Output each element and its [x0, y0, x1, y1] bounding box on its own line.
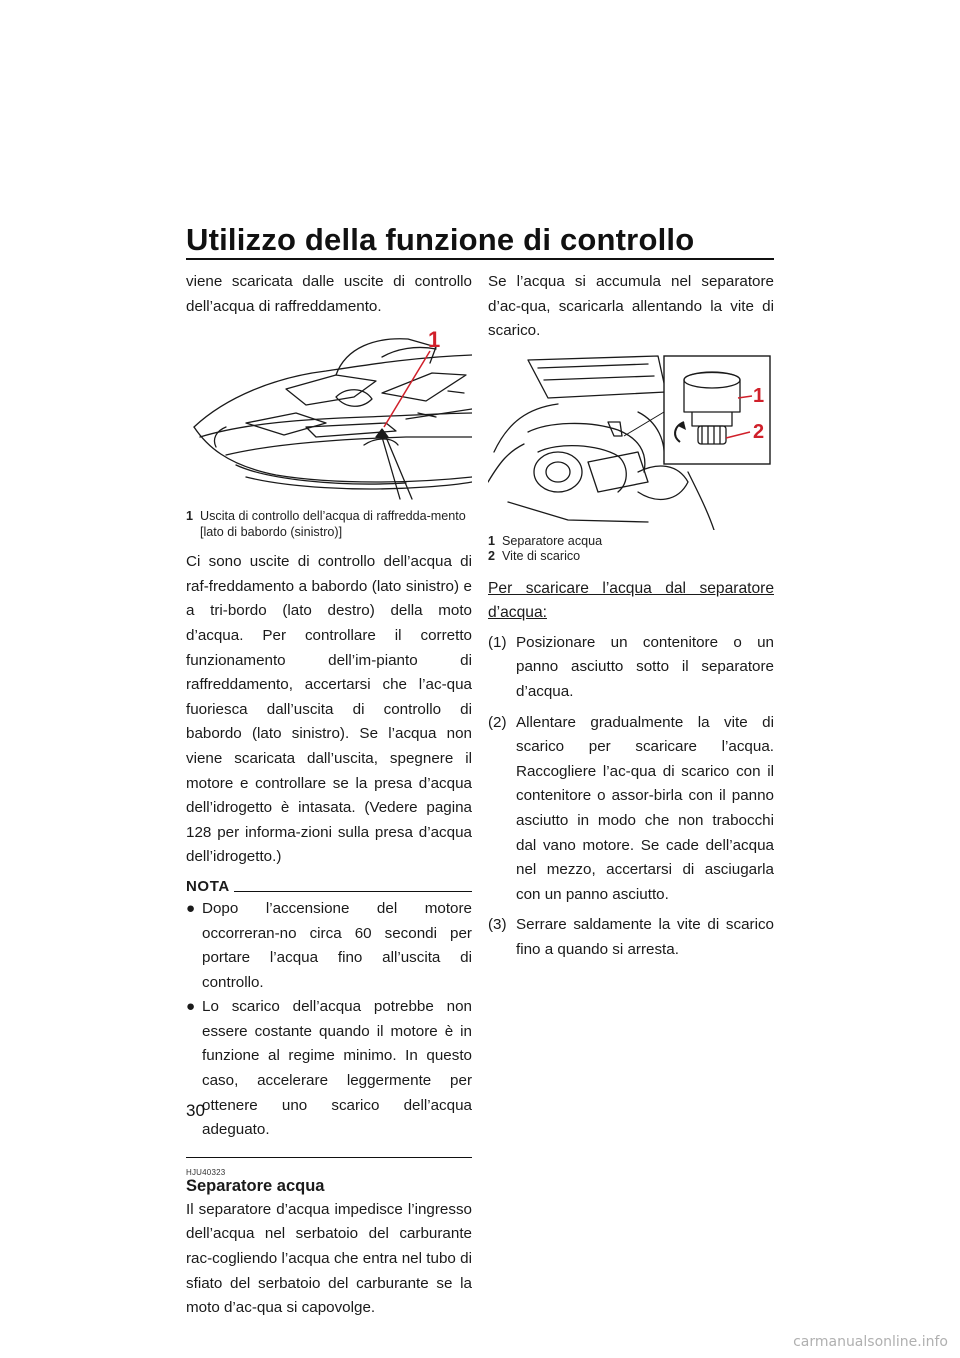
section-code: HJU40323	[186, 1167, 226, 1177]
nota-item	[186, 995, 472, 1143]
figure2-callout-2: 2	[753, 420, 765, 443]
caption-row	[488, 534, 774, 550]
step-number: (2)	[488, 713, 507, 731]
caption-number: 1	[488, 533, 496, 548]
caption-row	[186, 509, 472, 540]
water-separator-illustration	[488, 352, 774, 530]
nota-item-text: Dopo l’accensione del motore occorreran-no circa 60 secondi per portare l’acqua fino all’uscita di controllo.	[202, 899, 472, 991]
nota-end-rule	[186, 1157, 472, 1158]
caption-row	[488, 549, 774, 565]
nota-header	[186, 878, 472, 895]
figure1-callout: 1	[428, 327, 441, 353]
procedure-step	[488, 913, 774, 962]
right-intro-text: Se l’acqua si accumula nel separatore d’ac-qua, scaricarla allentando la vite di scarico.	[488, 273, 774, 340]
nota-item	[186, 897, 472, 995]
caption-number: 1	[186, 509, 194, 524]
bullet-icon: ●	[186, 998, 196, 1016]
procedure-steps	[488, 631, 774, 963]
caption-text: Vite di scarico	[502, 549, 581, 564]
figure1-caption	[186, 509, 472, 540]
left-intro-text: viene scaricata dalle uscite di controllo dell’acqua di raffreddamento.	[186, 273, 472, 315]
caption-number: 2	[488, 549, 496, 564]
procedure-step	[488, 711, 774, 908]
page-title: Utilizzo della funzione di controllo	[186, 222, 695, 257]
nota-rule	[234, 891, 472, 892]
step-text: Allentare gradualmente la vite di scarico per scaricare l’acqua. Raccogliere l’ac-qua di scarico con il contenitore o assor-birla con il panno asciutto in modo che non trabocchi dal vano motore. Se cade dell’acqua nel mezzo, accertarsi di asciugarla con un panno asciutto.	[516, 713, 774, 903]
procedure-heading: Per scaricare l’acqua dal separatore d’acqua:	[488, 579, 774, 621]
step-text: Serrare saldamente la vite di scarico fino a quando si arresta.	[516, 916, 774, 958]
page-number: 30	[186, 1101, 205, 1120]
section-text: Il separatore d’acqua impedisce l’ingresso dell’acqua nel serbatoio del carburante rac-cogliendo l’acqua che entra nel tubo di sfiato del serbatoio del carburante se la moto d’ac-qua si capovolge.	[186, 1200, 472, 1317]
header-rule	[186, 258, 774, 260]
bullet-icon: ●	[186, 899, 196, 917]
step-text: Posizionare un contenitore o un panno asciutto sotto il separatore d’acqua.	[516, 633, 774, 700]
step-number: (1)	[488, 633, 507, 651]
figure-water-separator	[488, 352, 774, 565]
figure-watercraft	[186, 327, 472, 540]
procedure-step	[488, 631, 774, 705]
nota-label: NOTA	[186, 877, 230, 895]
figure2-caption	[488, 534, 774, 565]
left-column	[186, 270, 472, 1321]
watercraft-illustration	[186, 327, 472, 505]
figure2-callout-1: 1	[753, 384, 765, 407]
caption-text: Separatore acqua	[502, 533, 603, 548]
footer-watermark: carmanualsonline.info	[793, 1334, 948, 1350]
cooling-check-paragraph: Ci sono uscite di controllo dell’acqua di raf-freddamento a babordo (lato sinistro) e a tri-bordo (lato destro) della moto d’acqua. Per controllare il corretto funzionamento dell’im-pianto di raffreddamento, accertarsi che l’ac-qua fuoriesca dall’uscita di controllo di babordo (lato sinistro). Se l’acqua non viene scaricata dall’uscita, spegnere il motore e controllare se la presa d’acqua dell’idrogetto è intasata. (Vedere pagina 128 per informa-zioni sulla presa d’acqua dell’idrogetto.)	[186, 553, 472, 866]
nota-item-text: Lo scarico dell’acqua potrebbe non essere costante quando il motore è in funzione al regime minimo. In questo caso, accelerare leggermente per ottenere uno scarico dell’acqua adeguato.	[202, 998, 472, 1139]
caption-text: Uscita di controllo dell’acqua di raffredda-mento [lato di babordo (sinistro)]	[200, 509, 466, 539]
section-title: Separatore acqua	[186, 1176, 325, 1195]
step-number: (3)	[488, 916, 507, 934]
right-column	[488, 270, 774, 969]
nota-list	[186, 897, 472, 1143]
